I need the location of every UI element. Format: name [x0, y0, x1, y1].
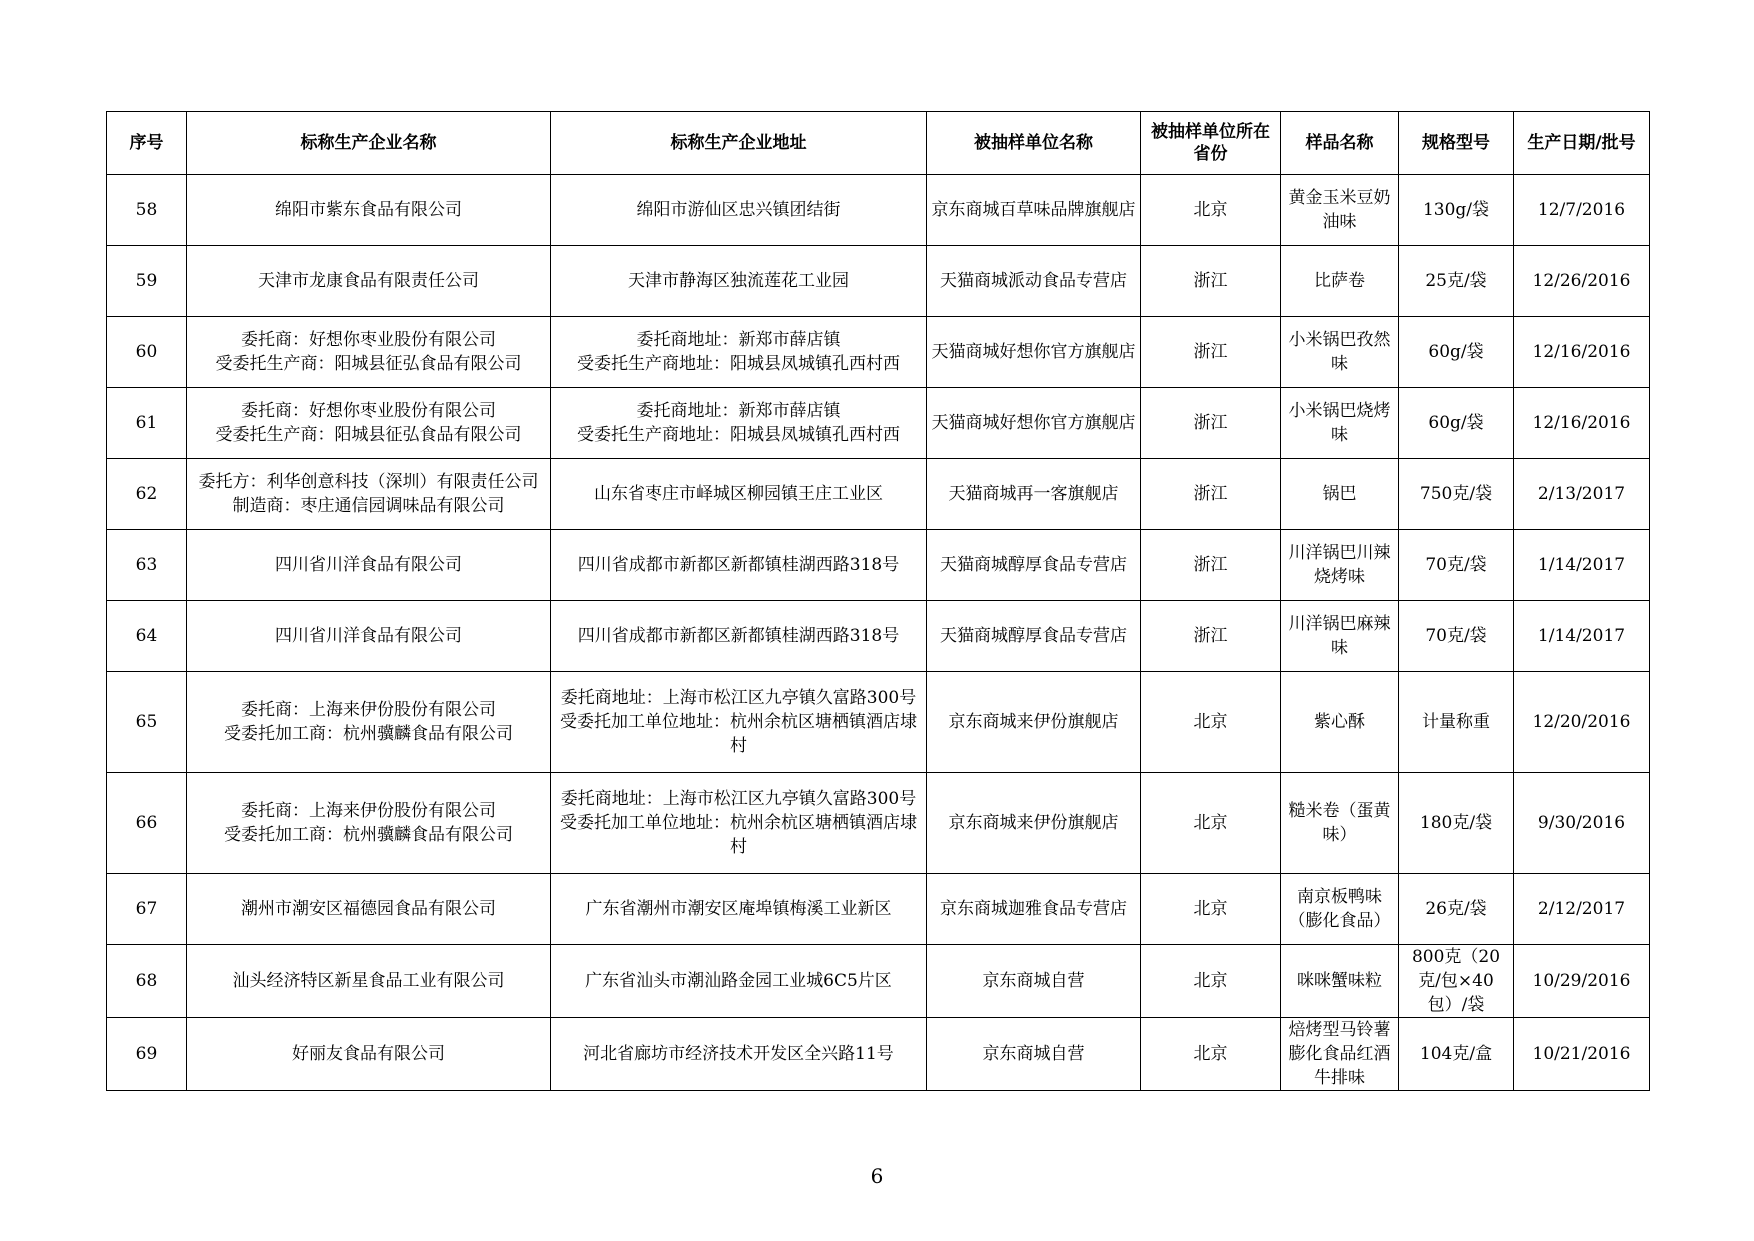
- cell-province: 浙江: [1141, 459, 1281, 530]
- cell-serial: 60: [107, 317, 187, 388]
- cell-spec: 60g/袋: [1399, 317, 1514, 388]
- cell-serial: 65: [107, 672, 187, 773]
- cell-company-address: 委托商地址：上海市松江区九亭镇久富路300号 受委托加工单位地址：杭州余杭区塘栖镇酒店埭村: [551, 672, 927, 773]
- header-production-date: 生产日期/批号: [1514, 112, 1650, 175]
- table-row: [107, 388, 1650, 459]
- cell-spec: 60g/袋: [1399, 388, 1514, 459]
- cell-sample-name: 锅巴: [1281, 459, 1399, 530]
- table-row: [107, 459, 1650, 530]
- cell-sample-name: 紫心酥: [1281, 672, 1399, 773]
- cell-sampled-unit: 天猫商城派动食品专营店: [927, 246, 1141, 317]
- cell-sampled-unit: 天猫商城再一客旗舰店: [927, 459, 1141, 530]
- cell-company-name: 委托商：上海来伊份股份有限公司 受委托加工商：杭州骥麟食品有限公司: [187, 672, 551, 773]
- cell-sample-name: 小米锅巴烧烤味: [1281, 388, 1399, 459]
- cell-province: 浙江: [1141, 601, 1281, 672]
- cell-company-address: 广东省潮州市潮安区庵埠镇梅溪工业新区: [551, 874, 927, 945]
- cell-sample-name: 黄金玉米豆奶油味: [1281, 175, 1399, 246]
- header-company-address: 标称生产企业地址: [551, 112, 927, 175]
- cell-company-name: 天津市龙康食品有限责任公司: [187, 246, 551, 317]
- cell-sample-name: 焙烤型马铃薯膨化食品红酒牛排味: [1281, 1018, 1399, 1091]
- cell-production-date: 12/20/2016: [1514, 672, 1650, 773]
- cell-company-name: 委托商：好想你枣业股份有限公司 受委托生产商：阳城县征弘食品有限公司: [187, 317, 551, 388]
- cell-province: 北京: [1141, 945, 1281, 1018]
- cell-serial: 68: [107, 945, 187, 1018]
- cell-serial: 64: [107, 601, 187, 672]
- cell-company-address: 四川省成都市新都区新都镇桂湖西路318号: [551, 530, 927, 601]
- cell-production-date: 12/26/2016: [1514, 246, 1650, 317]
- cell-province: 浙江: [1141, 317, 1281, 388]
- table-row: [107, 773, 1650, 874]
- table-row: [107, 317, 1650, 388]
- cell-company-address: 委托商地址：新郑市薛店镇 受委托生产商地址：阳城县凤城镇孔西村西: [551, 388, 927, 459]
- cell-production-date: 12/16/2016: [1514, 388, 1650, 459]
- cell-serial: 62: [107, 459, 187, 530]
- cell-company-name: 好丽友食品有限公司: [187, 1018, 551, 1091]
- cell-sample-name: 川洋锅巴麻辣味: [1281, 601, 1399, 672]
- cell-sampled-unit: 天猫商城好想你官方旗舰店: [927, 388, 1141, 459]
- header-sampled-unit: 被抽样单位名称: [927, 112, 1141, 175]
- cell-spec: 104克/盒: [1399, 1018, 1514, 1091]
- table-row: [107, 530, 1650, 601]
- cell-spec: 70克/袋: [1399, 530, 1514, 601]
- table-row: [107, 945, 1650, 1018]
- cell-sample-name: 南京板鸭味（膨化食品）: [1281, 874, 1399, 945]
- cell-company-name: 汕头经济特区新星食品工业有限公司: [187, 945, 551, 1018]
- cell-sample-name: 川洋锅巴川辣烧烤味: [1281, 530, 1399, 601]
- cell-company-name: 绵阳市紫东食品有限公司: [187, 175, 551, 246]
- cell-serial: 59: [107, 246, 187, 317]
- cell-company-name: 委托商：好想你枣业股份有限公司 受委托生产商：阳城县征弘食品有限公司: [187, 388, 551, 459]
- cell-production-date: 10/29/2016: [1514, 945, 1650, 1018]
- cell-company-address: 四川省成都市新都区新都镇桂湖西路318号: [551, 601, 927, 672]
- cell-company-address: 广东省汕头市潮汕路金园工业城6C5片区: [551, 945, 927, 1018]
- cell-production-date: 1/14/2017: [1514, 530, 1650, 601]
- cell-province: 北京: [1141, 175, 1281, 246]
- cell-province: 北京: [1141, 773, 1281, 874]
- cell-serial: 66: [107, 773, 187, 874]
- cell-province: 浙江: [1141, 246, 1281, 317]
- cell-production-date: 10/21/2016: [1514, 1018, 1650, 1091]
- cell-province: 浙江: [1141, 388, 1281, 459]
- cell-sampled-unit: 京东商城百草味品牌旗舰店: [927, 175, 1141, 246]
- cell-spec: 70克/袋: [1399, 601, 1514, 672]
- header-sample-name: 样品名称: [1281, 112, 1399, 175]
- table-row: [107, 601, 1650, 672]
- table-row: [107, 672, 1650, 773]
- cell-sample-name: 糙米卷（蛋黄味）: [1281, 773, 1399, 874]
- cell-sample-name: 小米锅巴孜然味: [1281, 317, 1399, 388]
- table-row: [107, 1018, 1650, 1091]
- cell-company-address: 河北省廊坊市经济技术开发区全兴路11号: [551, 1018, 927, 1091]
- header-spec: 规格型号: [1399, 112, 1514, 175]
- cell-production-date: 2/12/2017: [1514, 874, 1650, 945]
- cell-spec: 130g/袋: [1399, 175, 1514, 246]
- cell-spec: 180克/袋: [1399, 773, 1514, 874]
- cell-company-address: 绵阳市游仙区忠兴镇团结街: [551, 175, 927, 246]
- cell-sampled-unit: 天猫商城醇厚食品专营店: [927, 601, 1141, 672]
- cell-company-address: 委托商地址：新郑市薛店镇 受委托生产商地址：阳城县凤城镇孔西村西: [551, 317, 927, 388]
- cell-company-name: 委托方：利华创意科技（深圳）有限责任公司 制造商：枣庄通信园调味品有限公司: [187, 459, 551, 530]
- cell-serial: 69: [107, 1018, 187, 1091]
- page-number: 6: [870, 1164, 884, 1188]
- cell-production-date: 9/30/2016: [1514, 773, 1650, 874]
- cell-sample-name: 比萨卷: [1281, 246, 1399, 317]
- cell-company-name: 委托商：上海来伊份股份有限公司 受委托加工商：杭州骥麟食品有限公司: [187, 773, 551, 874]
- cell-spec: 750克/袋: [1399, 459, 1514, 530]
- cell-province: 浙江: [1141, 530, 1281, 601]
- cell-serial: 58: [107, 175, 187, 246]
- cell-sampled-unit: 京东商城来伊份旗舰店: [927, 773, 1141, 874]
- cell-spec: 计量称重: [1399, 672, 1514, 773]
- sampling-results-table: [106, 111, 1650, 1091]
- cell-sample-name: 咪咪蟹味粒: [1281, 945, 1399, 1018]
- cell-company-address: 委托商地址：上海市松江区九亭镇久富路300号 受委托加工单位地址：杭州余杭区塘栖镇酒店埭村: [551, 773, 927, 874]
- cell-province: 北京: [1141, 874, 1281, 945]
- cell-sampled-unit: 京东商城迦雅食品专营店: [927, 874, 1141, 945]
- cell-company-name: 四川省川洋食品有限公司: [187, 530, 551, 601]
- cell-sampled-unit: 京东商城自营: [927, 945, 1141, 1018]
- cell-province: 北京: [1141, 1018, 1281, 1091]
- cell-company-address: 天津市静海区独流莲花工业园: [551, 246, 927, 317]
- cell-company-name: 潮州市潮安区福德园食品有限公司: [187, 874, 551, 945]
- cell-company-address: 山东省枣庄市峄城区柳园镇王庄工业区: [551, 459, 927, 530]
- table-row: [107, 874, 1650, 945]
- cell-spec: 25克/袋: [1399, 246, 1514, 317]
- cell-sampled-unit: 天猫商城醇厚食品专营店: [927, 530, 1141, 601]
- table-row: [107, 246, 1650, 317]
- cell-production-date: 1/14/2017: [1514, 601, 1650, 672]
- cell-company-name: 四川省川洋食品有限公司: [187, 601, 551, 672]
- table-row: [107, 175, 1650, 246]
- cell-serial: 67: [107, 874, 187, 945]
- header-company-name: 标称生产企业名称: [187, 112, 551, 175]
- cell-sampled-unit: 京东商城自营: [927, 1018, 1141, 1091]
- cell-province: 北京: [1141, 672, 1281, 773]
- cell-sampled-unit: 天猫商城好想你官方旗舰店: [927, 317, 1141, 388]
- cell-production-date: 12/16/2016: [1514, 317, 1650, 388]
- cell-spec: 26克/袋: [1399, 874, 1514, 945]
- cell-serial: 61: [107, 388, 187, 459]
- cell-production-date: 2/13/2017: [1514, 459, 1650, 530]
- cell-sampled-unit: 京东商城来伊份旗舰店: [927, 672, 1141, 773]
- header-serial: 序号: [107, 112, 187, 175]
- cell-serial: 63: [107, 530, 187, 601]
- cell-production-date: 12/7/2016: [1514, 175, 1650, 246]
- table-header-row: [107, 112, 1650, 175]
- cell-spec: 800克（20克/包×40包）/袋: [1399, 945, 1514, 1018]
- header-province: 被抽样单位所在省份: [1141, 112, 1281, 175]
